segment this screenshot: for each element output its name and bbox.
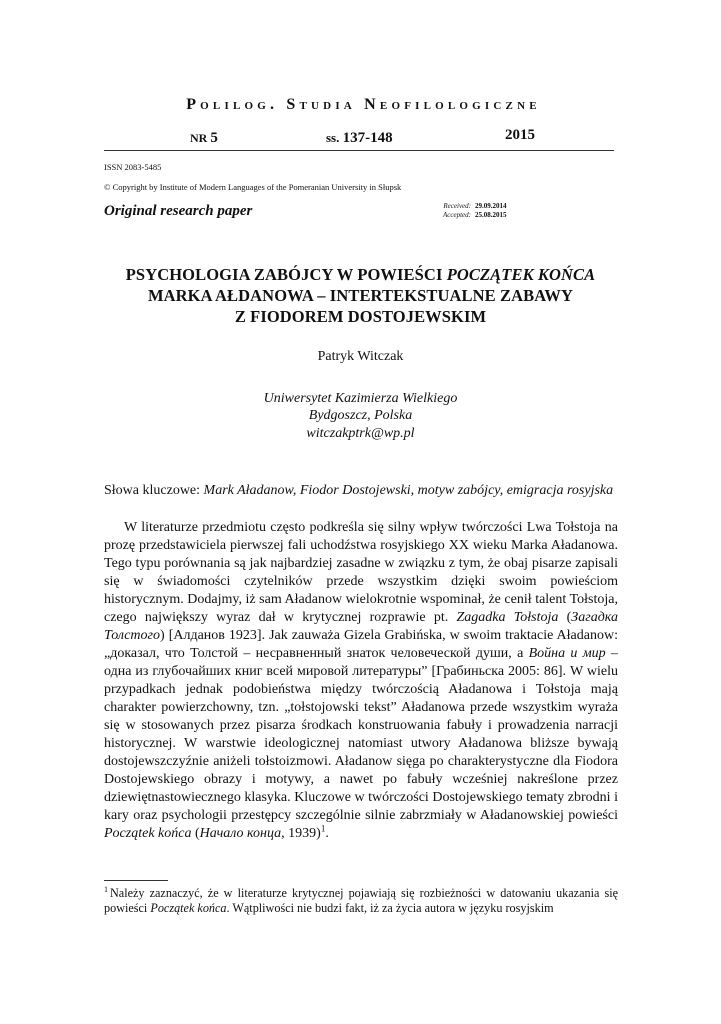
copyright-notice: © Copyright by Institute of Modern Languages of the Pomeranian University in Słupsk — [104, 182, 402, 192]
footnote-text: Należy zaznaczyć, że w literaturze krytycznej pojawiają się rozbieżności w datowaniu ukazania się powieści — [104, 886, 618, 915]
issue-number: 5 — [210, 130, 218, 146]
page-range-value: 137-148 — [342, 130, 393, 146]
footnote-mark: 1 — [104, 884, 108, 894]
keywords — [104, 482, 618, 500]
page-range — [326, 130, 393, 147]
body-text-segment: W literaturze przedmiotu często podkreśla się silny wpływ twórczości Lwa Tołstoja na prozę przedstawiciela pierwszej fali uchodźstwa rosyjskiego XX wieku Marka Aładanowa. Tego typu porównania są jak najbardziej zasadne w związku z tym, że obaj pisarze zapisali się w świadomości czytelników przede wszystkim dzięki swoim powieściom historycznym. Dodajmy, iż sam Aładanow wielokrotnie wspominał, że cenił talent Tołstoja, czego największy wyraz dał w krytycznej rozprawie pt. — [104, 520, 618, 625]
accepted-row — [436, 211, 507, 220]
body-italic-title: Загадка Толстого — [104, 610, 618, 643]
footnote-text: . Wątpliwości nie budzi fakt, iż za życia autora w języku rosyjskim — [226, 901, 554, 915]
journal-title-text: Polilog. Studia Neofilologiczne — [186, 96, 541, 113]
body-text-segment: ) [Алданов 1923]. Jak zauważa Gizela Grabińska, w swoim traktacie Aładanow: „доказал, что Толстой – несравненный знаток человеческой души, а — [104, 628, 618, 661]
article-type: Original research paper — [104, 203, 253, 219]
body-text-segment: , 1939) — [281, 826, 321, 841]
header-rule — [104, 150, 614, 151]
footnote-italic-title: Początek końca — [150, 901, 227, 915]
accepted-date: 25.08.2015 — [475, 211, 507, 219]
body-paragraph — [104, 519, 618, 843]
body-italic-title: Zagadka Tołstoja — [456, 610, 559, 625]
journal-title — [0, 96, 721, 114]
article-title-line-3: Z FIODOREM DOSTOJEWSKIM — [234, 307, 487, 326]
title-line-1-prefix: PSYCHOLOGIA ZABÓJCY W POWIEŚCI — [125, 265, 447, 284]
keywords-values: Mark Aładanow, Fiodor Dostojewski, motyw zabójcy, emigracja rosyjska — [203, 483, 614, 498]
body-text-segment: ( — [558, 610, 572, 625]
accepted-label: Accepted: — [443, 211, 471, 219]
pages-label-text: ss. — [326, 130, 340, 145]
issue-number-label — [190, 130, 218, 147]
body-text-segment: . — [325, 826, 329, 841]
body-italic-title: Początek końca — [104, 826, 192, 841]
article-dates — [436, 202, 507, 220]
issue-year: 2015 — [505, 127, 535, 143]
author-email: witczakptrk@wp.pl — [306, 426, 415, 441]
body-italic-title: Начало конца — [199, 826, 282, 841]
article-title-line-2: MARKA AŁDANOWA – INTERTEKSTUALNE ZABAWY — [147, 286, 574, 305]
received-date: 29.09.2014 — [475, 202, 507, 210]
footnote-divider — [104, 880, 168, 881]
received-row — [436, 202, 507, 211]
nr-label-text: NR — [190, 131, 208, 145]
received-label: Received: — [443, 202, 471, 210]
title-novel-name: POCZĄTEK KOŃCA — [446, 265, 596, 284]
body-text-segment: ( — [191, 826, 200, 841]
body-text-segment: – одна из глубочайших книг всей мировой литературы” [Грабиньска 2005: 86]. W wielu przypadkach jednak podobieństwa między twórczością Aładanowa i Tołstoja mają charakter powierzchowny, tzn. „tołstojowski tekst” Aładanowa przede wszystkim wyraża się w stosowanych przez pisarza środkach konstruowania fabuły i prowadzenia narracji historycznej. W warstwie ideologicznej natomiast utwory Aładanowa bliższe bywają dostojewszczyźnie aniżeli tołstoizmowi. Aładanow sięga po charakterystyczne dla Fiodora Dostojewskiego obrazy i motywy, a nawet po fabuły wcześniej nakreślone przez dziewiętnastowiecznego klasyka. Kluczowe w twórczości Dostojewskiego tematy zbrodni i kary oraz psychologii przestępcy szczególnie silnie zabrzmiały w Aładanowskiej powieści — [104, 646, 618, 823]
keywords-label: Słowa kluczowe: — [104, 483, 201, 498]
author-name: Patryk Witczak — [317, 349, 404, 364]
author-institution: Uniwersytet Kazimierza Wielkiego — [263, 391, 458, 406]
footnote — [104, 886, 618, 916]
issn: ISSN 2083-5485 — [104, 162, 162, 172]
author-city: Bydgoszcz, Polska — [308, 408, 413, 423]
body-italic-title: Война и мир — [528, 646, 606, 661]
footnote-reference[interactable]: 1 — [320, 823, 326, 834]
article-title-line-1 — [60, 265, 661, 285]
